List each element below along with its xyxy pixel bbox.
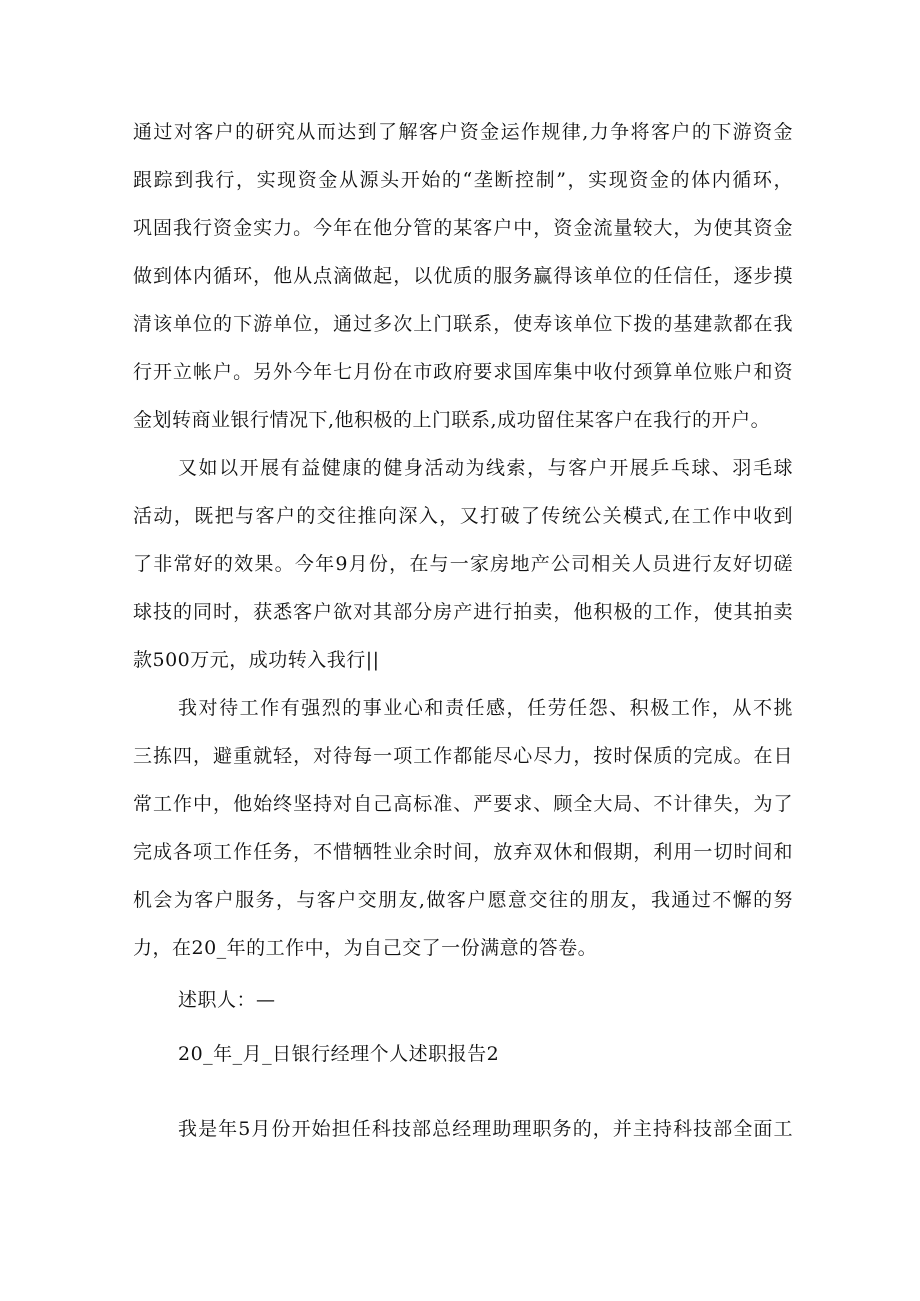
report-title: 20_年_月_日银行经理个人述职报告2 xyxy=(178,1043,500,1065)
paragraph-1-line-7: 金划转商业银行情况下,他积极的上门联系,成功留住某客户在我行的开户。 xyxy=(133,409,771,431)
paragraph-3-line-2: 三拣四，避重就轻，对待每一项工作都能尽心尽力，按时保质的完成。在日 xyxy=(133,745,793,767)
paragraph-1-line-1: 通过对客户的研究从而达到了解客户资金运作规律,力争将客户的下游资金 xyxy=(133,121,793,143)
paragraph-3-line-5: 机会为客户服务，与客户交朋友,做客户愿意交往的朋友，我通过不懈的努 xyxy=(133,889,793,911)
next-paragraph-line-1: 我是年5月份开始担任科技部总经理助理职务的，并主持科技部全面工 xyxy=(178,1118,793,1140)
paragraph-1-line-2: 跟踪到我行，实现资金从源头开始的“垄断控制”，实现资金的体内循环， xyxy=(133,169,793,191)
paragraph-3-line-3: 常工作中，他始终坚持对自己高标准、严要求、顾全大局、不计律失，为了 xyxy=(133,793,793,815)
paragraph-2-line-3: 了非常好的效果。今年9月份，在与一家房地产公司相关人员进行友好切磋 xyxy=(133,553,793,575)
paragraph-1-line-4: 做到体内循环，他从点滴做起，以优质的服务赢得该单位的任信任，逐步摸 xyxy=(133,265,793,287)
paragraph-1-line-3: 巩固我行资金实力。今年在他分管的某客户中，资金流量较大，为使其资金 xyxy=(133,217,793,239)
paragraph-1-line-5: 清该单位的下游单位，通过多次上门联系，使寿该单位下拨的基建款都在我 xyxy=(133,313,793,335)
paragraph-3-line-4: 完成各项工作任务，不惜牺牲业余时间，放弃双休和假期，利用一切时间和 xyxy=(133,841,793,863)
paragraph-2-line-2: 活动，既把与客户的交往推向深入，又打破了传统公关模式,在工作中收到 xyxy=(133,505,793,527)
paragraph-3-line-6: 力，在20_年的工作中，为自己交了一份满意的答卷。 xyxy=(133,937,598,959)
paragraph-3-line-1: 我对待工作有强烈的事业心和责任感，任劳任怨、积极工作，从不挑 xyxy=(178,697,793,719)
signature-line: 述职人：— xyxy=(178,989,276,1011)
paragraph-2-line-1: 又如以开展有益健康的健身活动为线索，与客户开展乒乓球、羽毛球 xyxy=(178,457,793,479)
paragraph-2-line-4: 球技的同时，获悉客户欲对其部分房产进行拍卖，他积极的工作，使其拍卖 xyxy=(133,601,793,623)
paragraph-2-line-5: 款500万元，成功转入我行|| xyxy=(133,649,380,671)
paragraph-1-line-6: 行开立帐户。另外今年七月份在市政府要求国库集中收付颈算单位账户和资 xyxy=(133,361,793,383)
